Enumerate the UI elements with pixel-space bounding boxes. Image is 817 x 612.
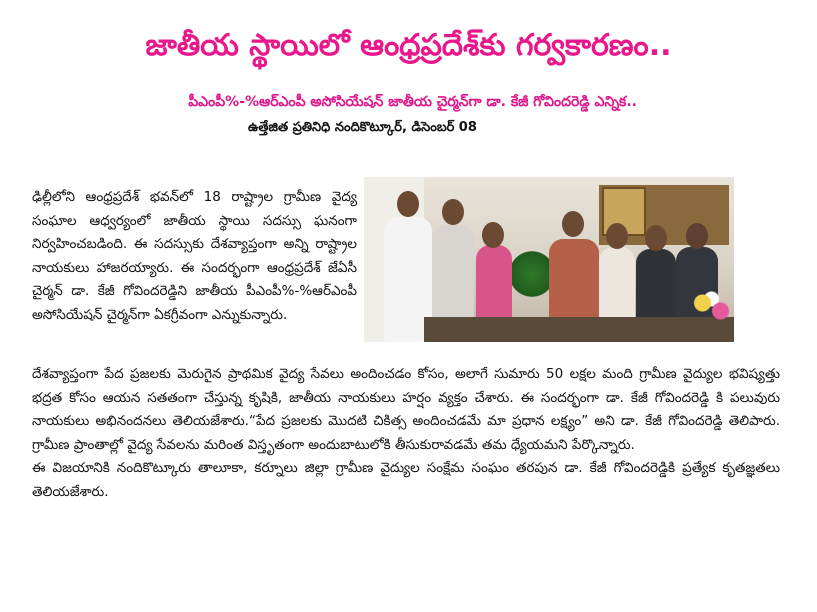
news-photo (364, 177, 734, 342)
photo-desk (424, 317, 734, 342)
photo-plant (512, 249, 552, 299)
photo-person-1-head (397, 191, 419, 217)
column-text-block (32, 186, 357, 327)
photo-person-7-head (686, 223, 708, 249)
photo-person-2-head (442, 199, 464, 225)
headline: జాతీయ స్థాయిలో ఆంధ్రప్రదేశ్‌కు గర్వకారణం.. (145, 28, 672, 63)
full-width-text-block (32, 363, 780, 504)
photo-person-6-head (645, 225, 667, 251)
paragraph-3: ఈ విజయానికి నందికొట్కూరు తాలూకా, కర్నూలు జిల్లా గ్రామీణ వైద్యుల సంక్షేమ సంఘం తరపున డా. కేజీ గోవిందరెడ్డికి ప్రత్యేక కృతజ్ఞతలు తెలియజేశారు. (32, 460, 780, 500)
paragraph-1: ఢిల్లీలోని ఆంధ్రప్రదేశ్ భవన్‌లో 18 రాష్ట్రాల గ్రామీణ వైద్య సంఘాల ఆధ్వర్యంలో జాతీయ స్థాయి సదస్సు ఘనంగా నిర్వహించబడింది. ఈ సదస్సుకు దేశవ్యాప్తంగా అన్ని రాష్ట్రాల నాయకులు హాజరయ్యారు. ఈ సందర్భంగా ఆంధ్రప్రదేశ్ జేఏసీ చైర్మన్ డా. కేజీ గోవిందరెడ్డిని జాతీయ పీఎంపీ%-%ఆర్‌ఎంపీ అసోసియేషన్ చైర్మన్‌గా ఏకగ్రీవంగా ఎన్నుకున్నారు. (32, 189, 357, 323)
photo-person-5-head (606, 223, 628, 249)
paragraph-2: దేశవ్యాప్తంగా పేద ప్రజలకు మెరుగైన ప్రాథమిక వైద్య సేవలు అందించడం కోసం, అలాగే సుమారు 50 లక్షల మంది గ్రామీణ వైద్యుల భవిష్యత్తు భద్రత కోసం ఆయన సతతంగా చేస్తున్న కృషికి, జాతీయ నాయకులు హర్షం వ్యక్తం చేశారు. ఈ సందర్భంగా డా. కేజీ గోవిందరెడ్డి కి పలువురు నాయకులు అభినందనలు తెలియజేశారు.“పేద ప్రజలకు మొదటి చికిత్స అందించడమే మా ప్రధాన లక్ష్యం” అని డా. కేజీ గోవిందరెడ్డి తెలిపారు. గ్రామీణ ప్రాంతాల్లో వైద్య సేవలను మరింత విస్తృతంగా అందుబాటులోకి తీసుకురావడమే తమ ధ్యేయమని పేర్కొన్నారు. (32, 366, 780, 453)
dateline: ఉత్తేజిత ప్రతినిధి నందికొట్కూర్, డిసెంబర్ 08 (248, 120, 477, 135)
photo-flowers (689, 287, 734, 327)
subheadline: పీఎంపీ%-%ఆర్‌ఎంపీ అసోసియేషన్ జాతీయ చైర్మన్‌గా డా. కేజీ గోవిందరెడ్డి ఎన్నిక.. (188, 94, 637, 110)
photo-person-3-head (482, 222, 504, 248)
photo-person-4-head (562, 211, 584, 237)
